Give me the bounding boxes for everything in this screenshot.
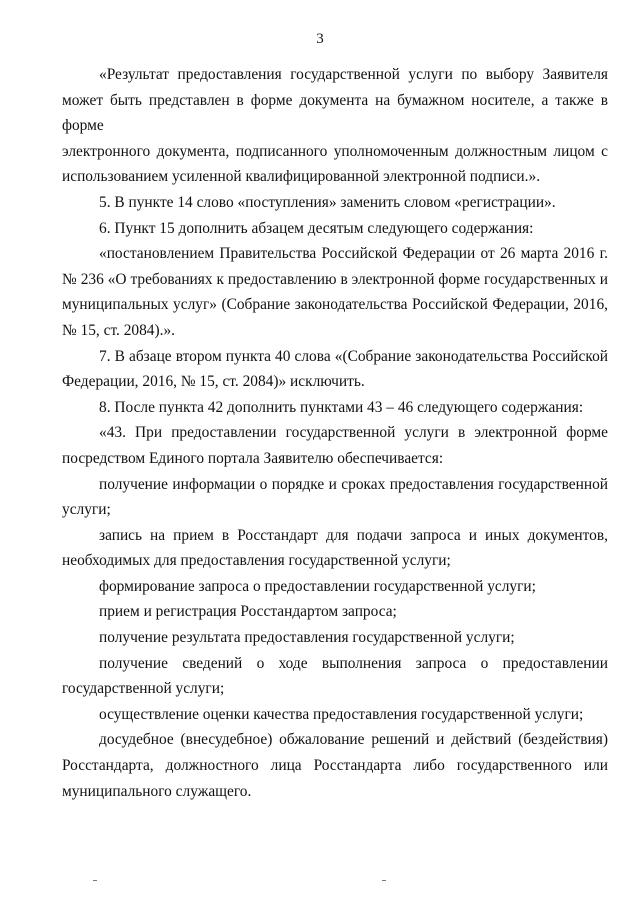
document-body [62, 62, 608, 804]
scan-speck [93, 880, 97, 881]
text-line: получение сведений о ходе выполнения запроса о предоставлении [99, 654, 608, 672]
text-line: досудебное (внесудебное) обжалование решений и действий (бездействия) [99, 731, 608, 749]
text-line: муниципального служащего. [62, 782, 252, 800]
text-line: запись на прием в Росстандарт для подачи запроса и иных документов, [99, 526, 608, 544]
text-line: «Результат предоставления государственной услуги по выбору Заявителя [99, 66, 608, 83]
text-line: осуществление оценки качества предоставления государственной услуги; [99, 705, 584, 723]
text-line: 6. Пункт 15 дополнить абзацем десятым следующего содержания: [99, 219, 534, 237]
text-line: получение результата предоставления государственной услуги; [99, 629, 515, 647]
text-line: 7. В абзаце втором пункта 40 слова «(Собрание законодательства Российской [99, 347, 608, 365]
text-line: прием и регистрация Росстандартом запроса; [99, 603, 397, 621]
text-line: «43. При предоставлении государственной услуги в электронной форме [99, 424, 608, 442]
text-line: получение информации о порядке и сроках предоставления государственной [99, 475, 608, 493]
text-line: № 15, ст. 2084).». [62, 321, 176, 339]
text-line: формирование запроса о предоставлении государственной услуги; [99, 577, 536, 595]
text-line: Росстандарта, должностного лица Росстандарта либо государственного или [62, 757, 608, 775]
page-number: 3 [316, 31, 324, 47]
text-line: использованием усиленной квалифицированной электронной подписи.». [62, 168, 541, 186]
text-line: посредством Единого портала Заявителю обеспечивается: [62, 449, 444, 467]
text-line: Федерации, 2016, № 15, ст. 2084)» исключить. [62, 373, 365, 391]
text-line: муниципальных услуг» (Собрание законодательства Российской Федерации, 2016, [62, 296, 608, 314]
text-line: электронного документа, подписанного уполномоченным должностным лицом с [62, 142, 608, 160]
text-line: № 236 «О требованиях к предоставлению в электронной форме государственных и [62, 270, 608, 288]
text-line: 8. После пункта 42 дополнить пунктами 43 – 46 следующего содержания: [99, 398, 584, 416]
text-line: услуги; [62, 501, 111, 519]
scan-speck [382, 880, 386, 881]
text-line: «постановлением Правительства Российской Федерации от 26 марта 2016 г. [99, 245, 608, 263]
text-line: необходимых для предоставления государственной услуги; [62, 552, 451, 570]
text-line: может быть представлен в форме документа на бумажном носителе, а также в форме [62, 91, 608, 135]
text-line: 5. В пункте 14 слово «поступления» заменить словом «регистрации». [99, 193, 556, 211]
text-line: государственной услуги; [62, 680, 225, 698]
